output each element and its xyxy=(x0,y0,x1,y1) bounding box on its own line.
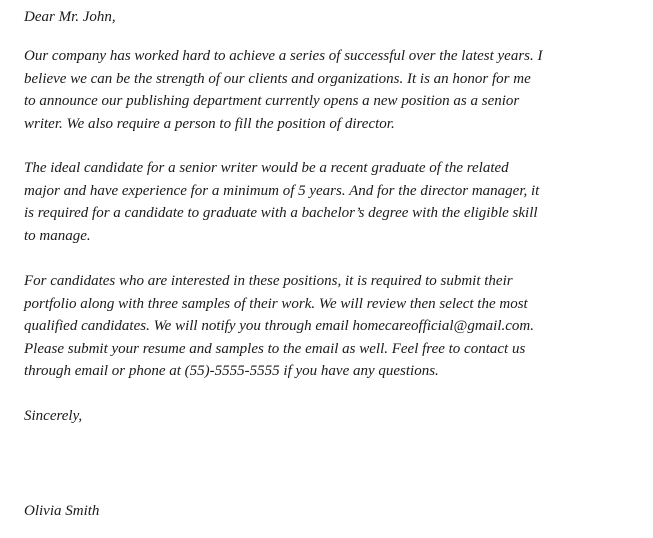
paragraph-line: The ideal candidate for a senior writer would be a recent graduate of the related xyxy=(24,160,509,176)
signature-name: Olivia Smith xyxy=(24,503,100,519)
paragraph-candidate-requirements xyxy=(24,157,630,247)
paragraph-line: major and have experience for a minimum of 5 years. And for the director manager, it xyxy=(24,182,540,199)
paragraph-line: For candidates who are interested in these positions, it is required to submit their xyxy=(24,273,513,289)
paragraph-line: through email or phone at (55)-5555-5555 if you have any questions. xyxy=(24,363,439,379)
paragraph-line: portfolio along with three samples of their work. We will review then select the most xyxy=(24,295,528,312)
paragraph-line: to manage. xyxy=(24,227,91,244)
closing: Sincerely, xyxy=(24,408,83,424)
paragraph-line: Please submit your resume and samples to the email as well. Feel free to contact us xyxy=(24,340,526,357)
paragraph-line: Our company has worked hard to achieve a series of successful over the latest years. I xyxy=(24,48,543,64)
paragraph-line: to announce our publishing department currently opens a new position as a senior xyxy=(24,93,520,109)
paragraph-line: qualified candidates. We will notify you through email homecareofficial@gmail.com. xyxy=(24,318,534,334)
paragraph-line: writer. We also require a person to fill the position of director. xyxy=(24,115,395,132)
paragraph-line: believe we can be the strength of our clients and organizations. It is an honor for me xyxy=(24,70,531,87)
paragraph-application-instructions xyxy=(24,270,630,383)
paragraph-line: is required for a candidate to graduate with a bachelor’s degree with the eligible skill xyxy=(24,205,538,221)
salutation: Dear Mr. John, xyxy=(24,9,116,25)
paragraph-position-announcement xyxy=(24,45,630,135)
